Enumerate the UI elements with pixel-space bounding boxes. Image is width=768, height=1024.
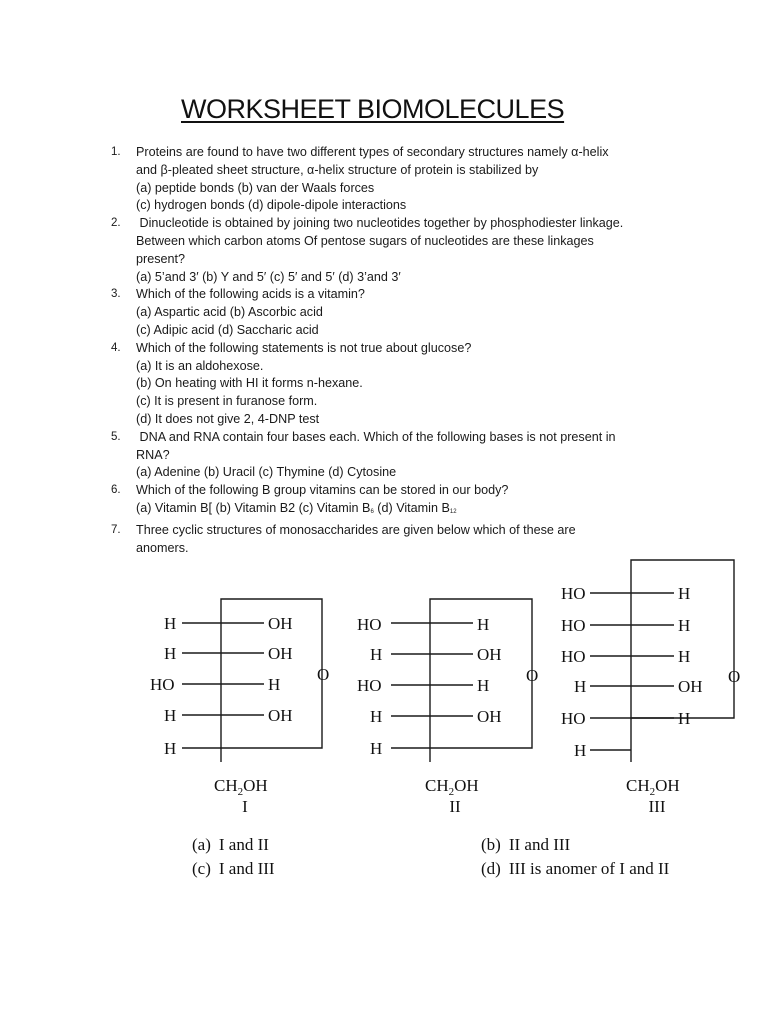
answer-options: (a) It is an aldohexose. (136, 358, 264, 373)
option-b: (b) II and III (481, 835, 571, 854)
substituent-label: H (678, 616, 691, 635)
monosaccharide-structures-figure (0, 555, 768, 895)
substituent-label: H (370, 645, 383, 664)
question-text: Which of the following B group vitamins can be stored in our body? (136, 483, 509, 498)
substituent-label: OH (268, 614, 293, 633)
substituent-label: H (370, 739, 383, 758)
question-text: Which of the following acids is a vitamin? (136, 287, 365, 302)
substituent-label: H (678, 647, 691, 666)
substituent-label: H (574, 741, 587, 760)
substituent-label: H (370, 707, 383, 726)
answer-options: (a) peptide bonds (b) van der Waals forces (136, 180, 375, 195)
substituent-label: H (164, 644, 177, 663)
substituent-label: OH (477, 645, 502, 664)
question-number: 4. (111, 341, 121, 354)
question-2 (111, 215, 691, 286)
substituent-label: OH (477, 707, 502, 726)
question-number: 2. (111, 217, 121, 230)
substituent-label: H (678, 584, 691, 603)
ring-oxygen-label: O (526, 666, 539, 685)
question-4 (111, 340, 691, 429)
question-text: RNA? (136, 447, 170, 462)
substituent-label: H (164, 706, 177, 725)
answer-options: (a) Aspartic acid (b) Ascorbic acid (136, 305, 323, 320)
substituent-label: H (268, 675, 281, 694)
answer-options: (c) It is present in furanose form. (136, 394, 318, 409)
question-1 (111, 144, 691, 215)
ring-oxygen-label: O (728, 667, 741, 686)
substituent-label: H (164, 614, 177, 633)
answer-options: (a) 5’and 3′ (b) Y and 5′ (c) 5′ and 5′ (d) 3’and 3′ (136, 269, 401, 284)
ch2oh-label: $CH_2OH$ (626, 776, 680, 798)
answer-options: (d) It does not give 2, 4-DNP test (136, 411, 320, 426)
worksheet-title: WORKSHEET BIOMOLECULES (181, 94, 565, 124)
substituent-label: OH (268, 644, 293, 663)
question-text: Three cyclic structures of monosaccharides are given below which of these are (136, 522, 576, 537)
answer-options: (c) hydrogen bonds (d) dipole-dipole interactions (136, 198, 407, 213)
option-d: (d) III is anomer of I and II (481, 859, 670, 878)
option-c: (c) I and III (192, 859, 275, 878)
substituent-label: H (164, 739, 177, 758)
structure-numeral: III (648, 797, 666, 816)
question-number: 7. (111, 523, 121, 536)
answer-options: (b) On heating with HI it forms n-hexane. (136, 376, 363, 391)
question-text: Between which carbon atoms Of pentose sugars of nucleotides are these linkages (136, 233, 594, 248)
answer-options: (a) Adenine (b) Uracil (c) Thymine (d) Cytosine (136, 465, 397, 480)
substituent-label: H (477, 615, 490, 634)
question-text: Proteins are found to have two different types of secondary structures namely α-helix (136, 145, 609, 159)
substituent-label: HO (561, 647, 586, 666)
ring-oxygen-label: O (317, 665, 330, 684)
question-list (111, 144, 691, 557)
question-6 (111, 482, 691, 522)
substituent-label: HO (561, 584, 586, 603)
substituent-label: HO (561, 616, 586, 635)
answer-options: (a) Vitamin B[ (b) Vitamin B2 (c) Vitamin $B_6$ (d) Vitamin $B_{12}$ (136, 500, 457, 515)
question-number: 3. (111, 288, 121, 301)
question-number: 1. (111, 146, 121, 158)
substituent-label: HO (561, 709, 586, 728)
substituent-label: H (678, 709, 691, 728)
question-3 (111, 286, 691, 339)
question-number: 6. (111, 484, 121, 497)
question-text: Which of the following statements is not true about glucose? (136, 340, 472, 355)
question-text: and β-pleated sheet structure, α-helix structure of protein is stabilized by (136, 162, 539, 177)
question-text: anomers. (136, 540, 189, 555)
option-a: (a) I and II (192, 835, 269, 854)
question-text: DNA and RNA contain four bases each. Which of the following bases is not present in (136, 429, 616, 444)
substituent-label: HO (150, 675, 175, 694)
substituent-label: H (574, 677, 587, 696)
substituent-label: HO (357, 615, 382, 634)
substituent-label: H (477, 676, 490, 695)
substituent-label: OH (268, 706, 293, 725)
question-7 (111, 522, 691, 558)
substituent-label: HO (357, 676, 382, 695)
substituent-label: OH (678, 677, 703, 696)
ch2oh-label: $CH_2OH$ (425, 776, 479, 798)
structure-numeral: I (242, 797, 248, 816)
structure-numeral: II (449, 797, 461, 816)
answer-options: (c) Adipic acid (d) Saccharic acid (136, 322, 319, 337)
ch2oh-label: $CH_2OH$ (214, 776, 268, 798)
question-number: 5. (111, 430, 121, 443)
question-text: present? (136, 251, 186, 266)
question-text: Dinucleotide is obtained by joining two nucleotides together by phosphodiester linkage. (136, 216, 624, 231)
question-5 (111, 429, 691, 482)
